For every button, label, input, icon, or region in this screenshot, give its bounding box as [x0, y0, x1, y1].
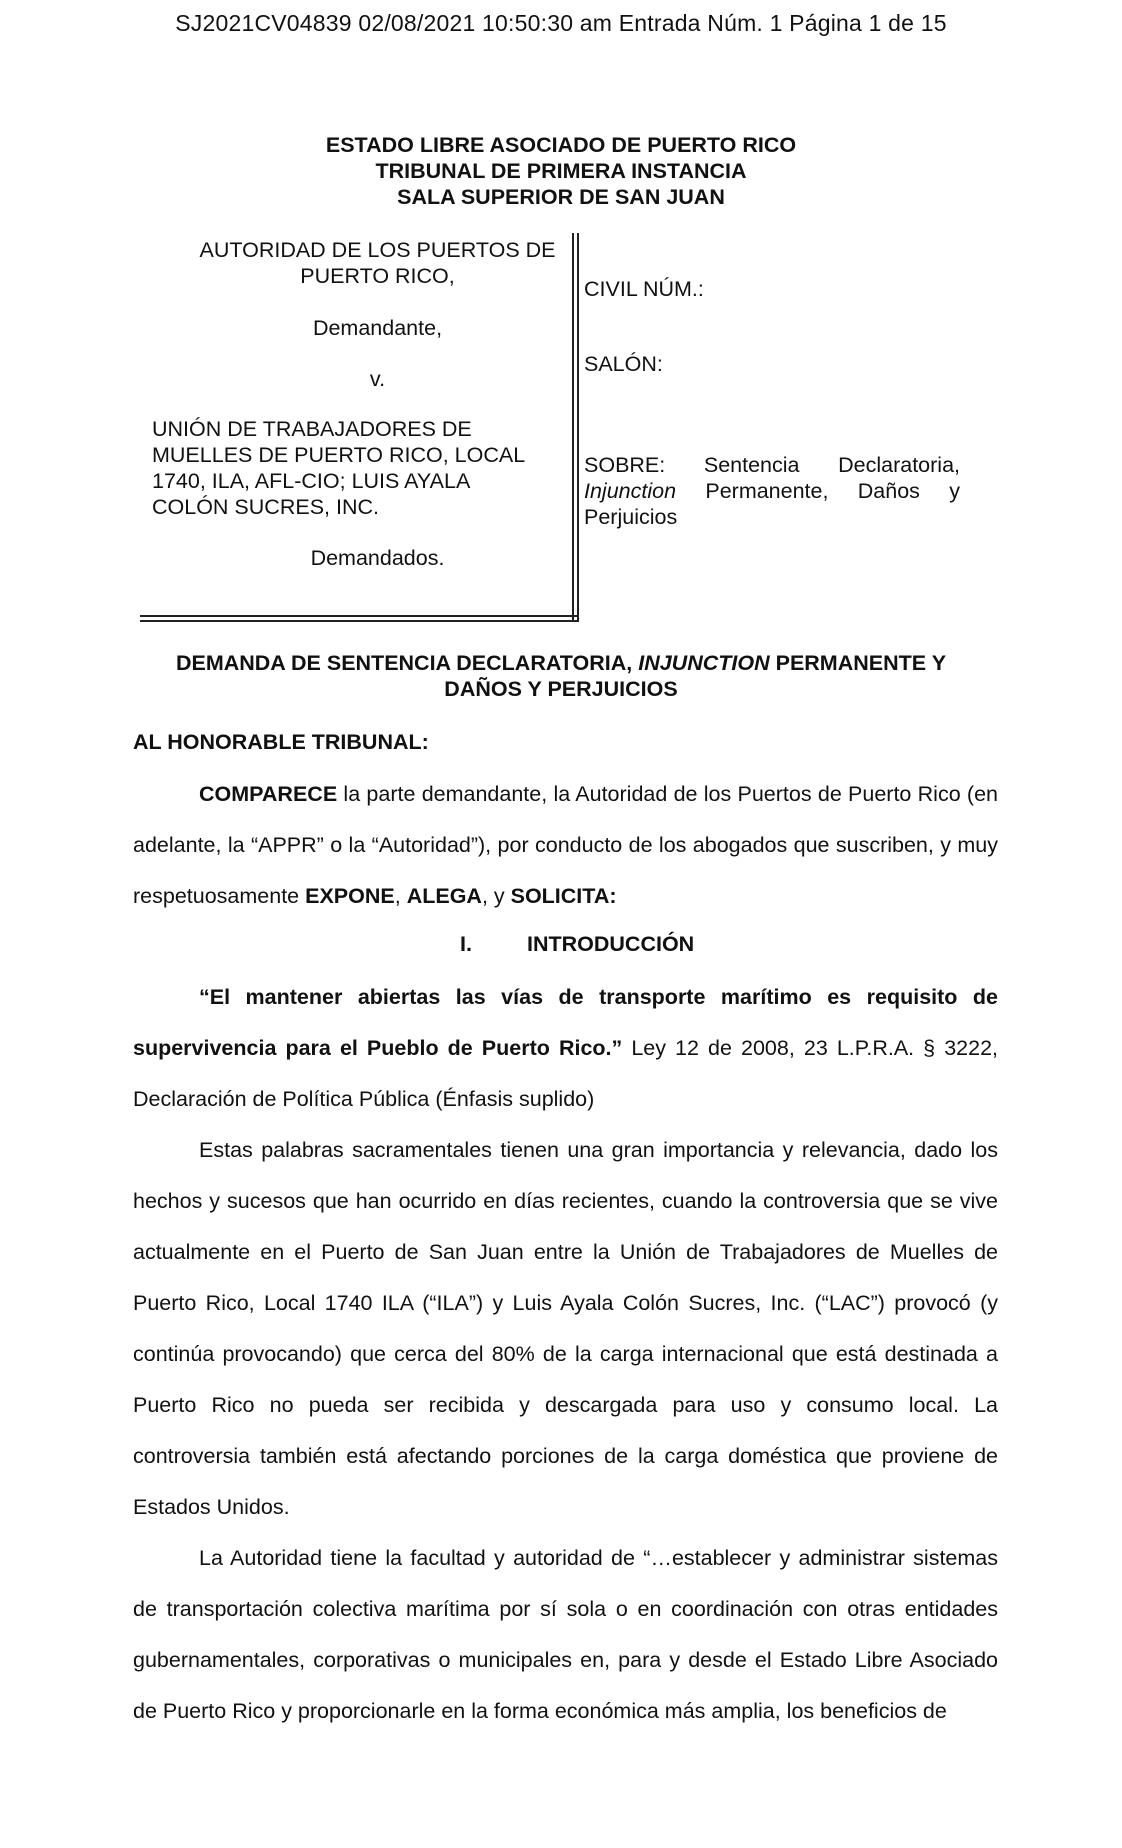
caption-divider-horizontal-2 — [140, 620, 579, 622]
plaintiff-role: Demandante, — [312, 316, 443, 340]
sobre-label: SOBRE: — [584, 453, 666, 477]
defendants-name — [152, 416, 582, 520]
quote-paragraph — [133, 972, 998, 1125]
solicita-bold: SOLICITA: — [510, 884, 617, 908]
comparece-paragraph — [133, 769, 998, 922]
plaintiff-name — [140, 237, 615, 289]
paragraph-3-text: La Autoridad tiene la facultad y autoridad de “…establecer y administrar sistemas de transportación colectiva marítima por sí sola o en coordinación con otras entidades gubernamentales, corporativas o municipales en, para y desde el Estado Libre Asociado de Puerto Rico y proporcionarle en la forma económica más amplia, los beneficios de — [133, 1546, 998, 1723]
paragraph-2-text: Estas palabras sacramentales tienen una gran importancia y relevancia, dado los hechos y sucesos que han ocurrido en días recientes, cuando la controversia que se vive actualmente en el Puerto de San Juan entre la Unión de Trabajadores de Muelles de Puerto Rico, Local 1740 ILA (“ILA”) y Luis Ayala Colón Sucres, Inc. (“LAC”) provocó (y continúa provocando) que cerca del 80% de la carga internacional que está destinada a Puerto Rico no pueda ser recibida y descargada para uso y consumo local. La controversia también está afectando porciones de la carga doméstica que proviene de Estados Unidos. — [133, 1138, 998, 1519]
caption-divider-vertical-1 — [572, 233, 574, 622]
sobre-line-3: Perjuicios — [584, 505, 678, 529]
expone-bold: EXPONE — [305, 884, 395, 908]
alega-bold: ALEGA — [406, 884, 482, 908]
salon-label: SALÓN: — [584, 352, 663, 376]
court-heading-line-3: SALA SUPERIOR DE SAN JUAN — [397, 185, 725, 209]
comma-y-separator: , y — [481, 884, 511, 908]
comma-separator: , — [394, 884, 407, 908]
court-heading — [0, 132, 1122, 210]
title-line-2: DAÑOS Y PERJUICIOS — [444, 677, 678, 701]
comparece-bold: COMPARECE — [199, 782, 338, 806]
document-title — [140, 650, 982, 702]
title-injunction: INJUNCTION — [638, 651, 770, 675]
versus: v. — [369, 367, 386, 391]
salutation: AL HONORABLE TRIBUNAL: — [133, 730, 429, 754]
caption-divider-horizontal-1 — [140, 615, 579, 617]
sobre-injunction: Injunction — [584, 479, 677, 503]
title-part-1: DEMANDA DE SENTENCIA DECLARATORIA, — [175, 651, 639, 675]
sobre-block — [584, 452, 960, 530]
civil-number-label: CIVIL NÚM.: — [584, 277, 704, 301]
defendants-line-1: UNIÓN DE TRABAJADORES DE — [152, 417, 472, 441]
defendants-role: Demandados. — [310, 546, 445, 570]
comparece-text: la parte demandante, la Autoridad de los Puertos de Puerto Rico (en adelante, la “APPR” o la “Autoridad”), por conducto de los abogados que suscriben, y muy respetuosamente — [133, 782, 998, 908]
plaintiff-line-1: AUTORIDAD DE LOS PUERTOS DE — [199, 238, 556, 262]
sobre-line-1: Sentencia Declaratoria, — [703, 453, 960, 477]
plaintiff-line-2: PUERTO RICO, — [300, 264, 455, 288]
quote-citation: Ley 12 de 2008, 23 L.P.R.A. § 3222, Declaración de Política Pública (Énfasis suplido) — [133, 1036, 999, 1111]
paragraph-2 — [133, 1125, 998, 1533]
title-part-2: PERMANENTE Y — [769, 651, 947, 675]
court-heading-line-2: TRIBUNAL DE PRIMERA INSTANCIA — [375, 159, 747, 183]
defendants-line-2: MUELLES DE PUERTO RICO, LOCAL — [152, 443, 526, 467]
defendants-line-3: 1740, ILA, AFL-CIO; LUIS AYALA — [152, 469, 471, 493]
section-title: INTRODUCCIÓN — [527, 932, 695, 956]
filing-stamp: SJ2021CV04839 02/08/2021 10:50:30 am Entrada Núm. 1 Página 1 de 15 — [175, 10, 947, 36]
sobre-line-2: Permanente, Daños y — [705, 479, 960, 503]
court-heading-line-1: ESTADO LIBRE ASOCIADO DE PUERTO RICO — [325, 133, 797, 157]
quote-bold: “El mantener abiertas las vías de transporte marítimo es requisito de supervivencia para el Pueblo de Puerto Rico.” — [133, 985, 998, 1060]
defendants-line-4: COLÓN SUCRES, INC. — [152, 495, 379, 519]
paragraph-3 — [133, 1533, 998, 1737]
caption-divider-vertical-2 — [577, 233, 579, 622]
section-number: I. — [460, 932, 472, 956]
